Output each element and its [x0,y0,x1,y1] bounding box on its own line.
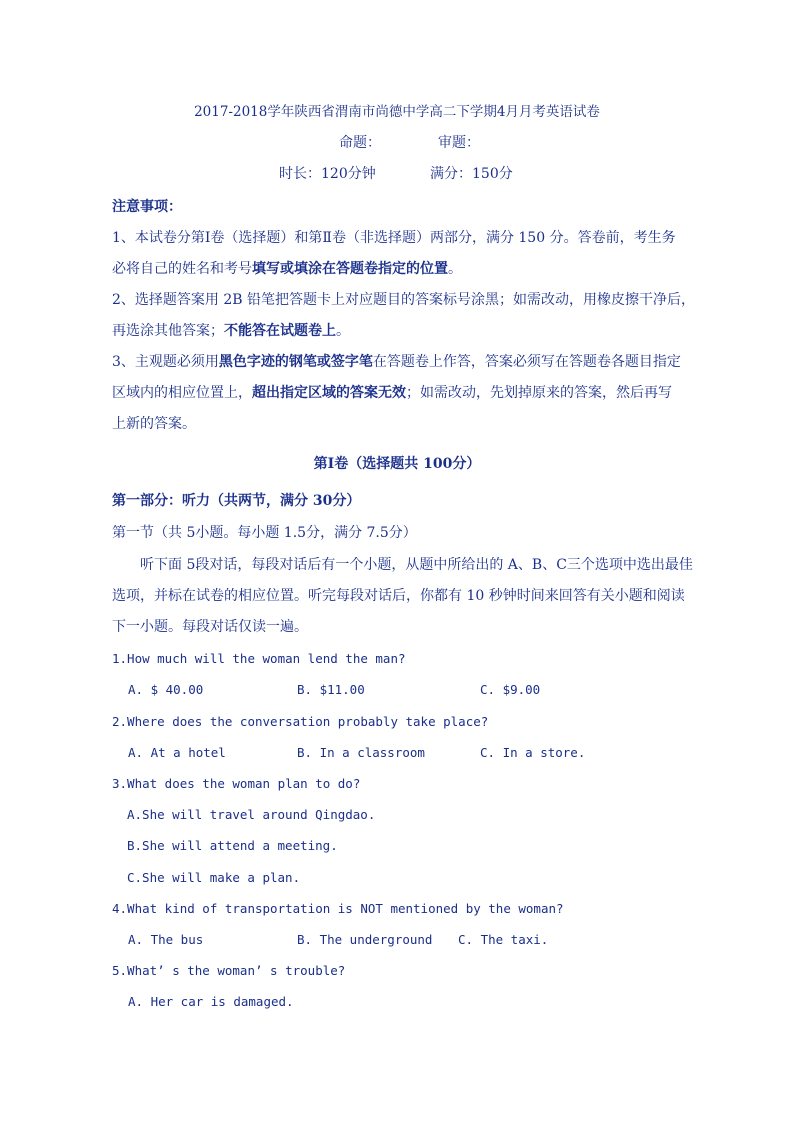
question-3-option-c: C.She will make a plan. [127,870,301,885]
note-text: 。 [336,323,350,339]
note-item-3-line-2 [112,384,672,402]
part-1-heading: 第一部分：听力（共两节，满分 30分） [112,493,361,509]
note-item-1-line-1: 1、本试卷分第Ⅰ卷（选择题）和第Ⅱ卷（非选择题）两部分，满分 150 分。答卷前，考生务 [112,230,676,246]
question-2-option-a: A. At a hotel [128,745,226,760]
question-1-option-b: B. $11.00 [297,682,365,697]
question-3-option-b: B.She will attend a meeting. [127,838,338,853]
exam-title: 2017-2018学年陕西省渭南市尚德中学高二下学期4月月考英语试卷 [194,104,600,120]
instructions-line-2: 选项，并标在试卷的相应位置。听完每段对话后，你都有 10 秒钟时间来回答有关小题和阅读 [112,588,685,604]
section-1-heading: 第一节（共 5小题。每小题 1.5分，满分 7.5分） [112,525,417,541]
note-text: 在答题卷上作答，答案必须写在答题卷各题目指定 [372,354,681,370]
instructions-line-1: 听下面 5段对话，每段对话后有一个小题，从题中所给出的 A、B、C三个选项中选出最佳 [140,557,693,573]
note-text: 3、主观题必须用 [112,354,219,370]
reviewer-label: 审题： [438,135,480,151]
note-emphasis: 超出指定区域的答案无效 [252,385,406,401]
question-3-option-a: A.She will travel around Qingdao. [127,807,376,822]
note-emphasis: 填写或填涂在答题卷指定的位置 [252,261,448,277]
full-score-label: 满分：150分 [430,166,513,182]
question-4-option-b: B. The underground [297,932,433,947]
question-5: 5.What’ s the woman’ s trouble? [112,963,346,978]
note-text: 。 [448,261,462,277]
question-3: 3.What does the woman plan to do? [112,776,361,791]
question-1-option-a: A. $ 40.00 [128,682,204,697]
question-4-option-c: C. The taxi. [458,932,549,947]
question-1: 1.How much will the woman lend the man? [112,651,406,666]
instructions-line-3: 下一小题。每段对话仅读一遍。 [112,619,308,635]
question-4-option-a: A. The bus [128,932,204,947]
note-text: ；如需改动，先划掉原来的答案，然后再写 [406,385,672,401]
note-item-3-line-3: 上新的答案。 [112,416,196,432]
note-text: 区域内的相应位置上， [112,385,252,401]
duration-label: 时长：120分钟 [279,166,376,182]
note-item-2-line-2 [112,322,350,340]
note-item-1-line-2 [112,260,462,278]
question-5-option-a: A. Her car is damaged. [128,994,294,1009]
question-2-option-c: C. In a store. [480,745,586,760]
note-emphasis: 不能答在试题卷上 [224,323,336,339]
setter-label: 命题： [339,135,381,151]
question-2: 2.Where does the conversation probably take place? [112,714,489,729]
note-emphasis: 黑色字迹的钢笔或签字笔 [218,354,373,370]
note-item-2-line-1: 2、选择题答案用 2B 铅笔把答题卡上对应题目的答案标号涂黑；如需改动，用橡皮擦干净后， [112,292,696,308]
note-item-3-line-1 [112,353,681,371]
volume-1-heading: 第Ⅰ卷（选择题共 100分） [313,456,481,472]
question-2-option-b: B. In a classroom [297,745,425,760]
question-1-option-c: C. $9.00 [480,682,541,697]
question-4: 4.What kind of transportation is NOT mentioned by the woman? [112,901,564,916]
note-text: 必将自己的姓名和考号 [112,261,252,277]
note-text: 再选涂其他答案； [112,323,224,339]
notes-heading: 注意事项： [112,199,182,215]
